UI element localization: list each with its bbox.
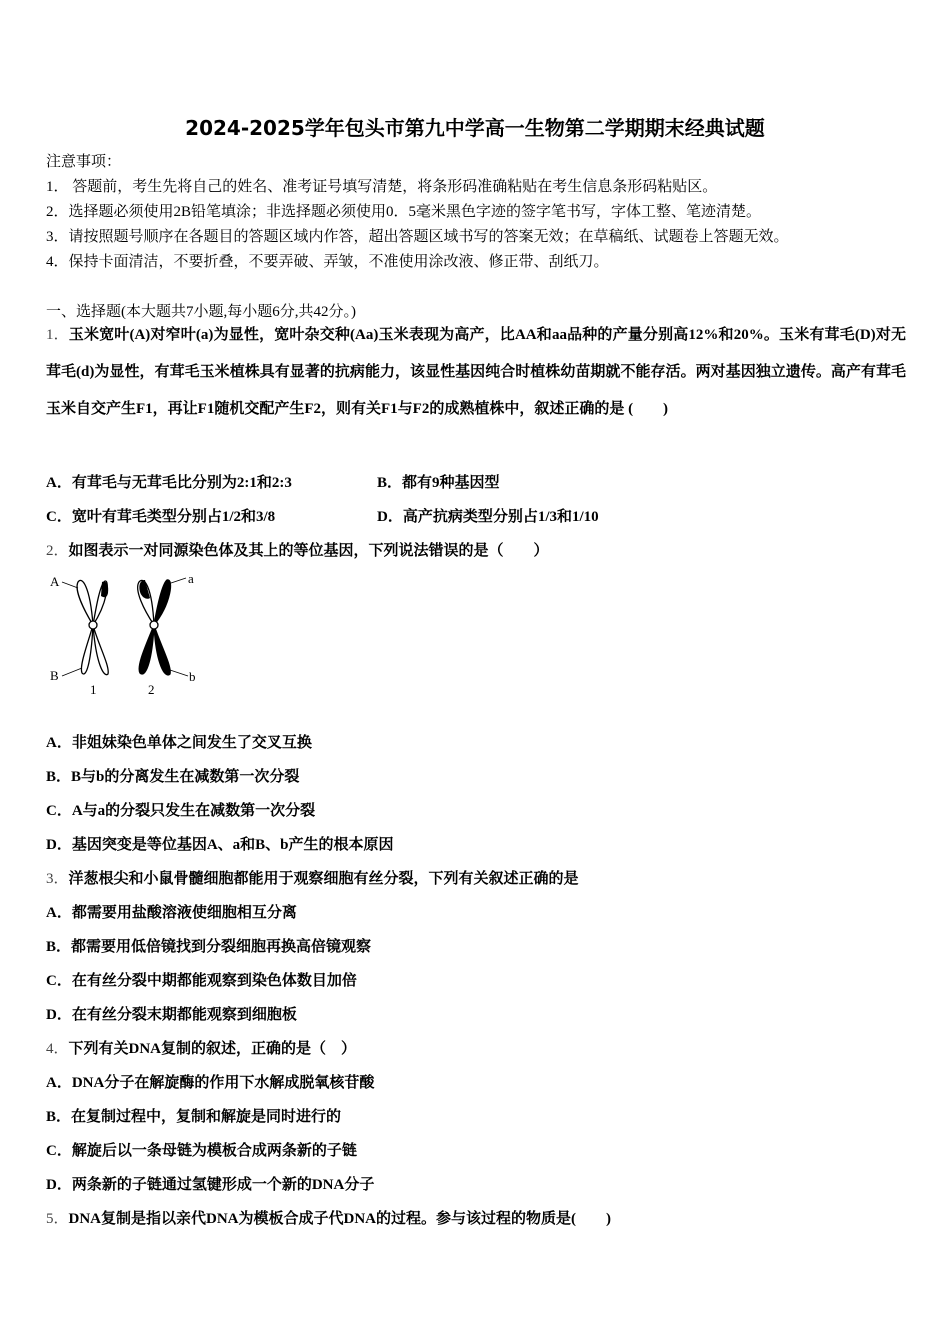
question-number: 3．	[46, 871, 69, 887]
chromosome-1	[77, 580, 108, 674]
notice-item-1: 1． 答题前，考生先将自己的姓名、准考证号填写清楚，将条形码准确粘贴在考生信息条形码粘贴区。	[46, 179, 718, 195]
question-text: 洋葱根尖和小鼠骨髓细胞都能用于观察细胞有丝分裂，下列有关叙述正确的是	[68, 871, 579, 887]
question-number: 1．	[46, 327, 69, 343]
label-2: 2	[148, 682, 155, 697]
question-4	[46, 1039, 356, 1059]
question-5	[46, 1209, 611, 1229]
q2-option-c: C．A与a的分裂只发生在减数第一次分裂	[46, 803, 316, 819]
question-2	[46, 541, 549, 561]
label-B: B	[50, 668, 59, 683]
section-heading: 一、选择题(本大题共7小题,每小题6分,共42分。)	[46, 304, 356, 320]
q4-option-b: B．在复制过程中，复制和解旋是同时进行的	[46, 1109, 342, 1125]
q3-option-d: D．在有丝分裂末期都能观察到细胞板	[46, 1007, 297, 1023]
question-text: 玉米宽叶(A)对窄叶(a)为显性，宽叶杂交种(Aa)玉米表现为高产，比AA和aa品种的产量分别高12%和20%。玉米有茸毛(D)对无茸毛(d)为显性，有茸毛玉米植株具有显著的抗病能力，该显性基因纯合时植株幼苗期就不能存活。两对基因独立遗传。高产有茸毛玉米自交产生F1，再让F1随机交配产生F2，则有关F1与F2的成熟植株中，叙述正确的是 ( )	[46, 327, 906, 417]
question-text: 下列有关DNA复制的叙述，正确的是（ ）	[68, 1041, 357, 1057]
page-title: 2024-2025学年包头市第九中学高一生物第二学期期末经典试题	[185, 116, 765, 140]
notice-heading: 注意事项：	[46, 154, 122, 170]
q1-option-c: C．宽叶有茸毛类型分别占1/2和3/8	[46, 509, 276, 525]
q2-option-d: D．基因突变是等位基因A、a和B、b产生的根本原因	[46, 837, 394, 853]
notice-item-2: 2．选择题必须使用2B铅笔填涂；非选择题必须使用0．5毫米黑色字迹的签字笔书写，字体工整、笔迹清楚。	[46, 204, 762, 220]
question-1	[46, 317, 906, 428]
q4-option-d: D．两条新的子链通过氢键形成一个新的DNA分子	[46, 1177, 375, 1193]
q3-option-a: A．都需要用盐酸溶液使细胞相互分离	[46, 905, 297, 921]
label-b: b	[189, 669, 196, 684]
q1-option-a: A．有茸毛与无茸毛比分别为2:1和2:3	[46, 475, 292, 491]
question-number: 4．	[46, 1041, 69, 1057]
question-text: DNA复制是指以亲代DNA为模板合成子代DNA的过程。参与该过程的物质是( )	[68, 1211, 612, 1227]
q3-option-b: B．都需要用低倍镜找到分裂细胞再换高倍镜观察	[46, 939, 372, 955]
question-number: 5．	[46, 1211, 69, 1227]
question-text: 如图表示一对同源染色体及其上的等位基因，下列说法错误的是（ ）	[68, 543, 549, 559]
q1-option-b: B．都有9种基因型	[377, 475, 500, 491]
notice-item-3: 3．请按照题号顺序在各题目的答题区域内作答，超出答题区域书写的答案无效；在草稿纸、试题卷上答题无效。	[46, 229, 789, 245]
label-A: A	[50, 574, 60, 589]
q1-option-d: D．高产抗病类型分别占1/3和1/10	[377, 509, 599, 525]
question-3	[46, 869, 579, 889]
q4-option-a: A．DNA分子在解旋酶的作用下水解成脱氧核苷酸	[46, 1075, 375, 1091]
label-a: a	[188, 571, 194, 586]
q3-option-c: C．在有丝分裂中期都能观察到染色体数目加倍	[46, 973, 357, 989]
chromosome-2	[138, 580, 171, 675]
label-1: 1	[90, 682, 97, 697]
chromosome-figure	[44, 568, 204, 702]
question-number: 2．	[46, 543, 69, 559]
notice-item-4: 4．保持卡面清洁，不要折叠，不要弄破、弄皱，不准使用涂改液、修正带、刮纸刀。	[46, 254, 609, 270]
q2-option-a: A．非姐妹染色单体之间发生了交叉互换	[46, 735, 312, 751]
q2-option-b: B．B与b的分离发生在减数第一次分裂	[46, 769, 300, 785]
q4-option-c: C．解旋后以一条母链为模板合成两条新的子链	[46, 1143, 357, 1159]
